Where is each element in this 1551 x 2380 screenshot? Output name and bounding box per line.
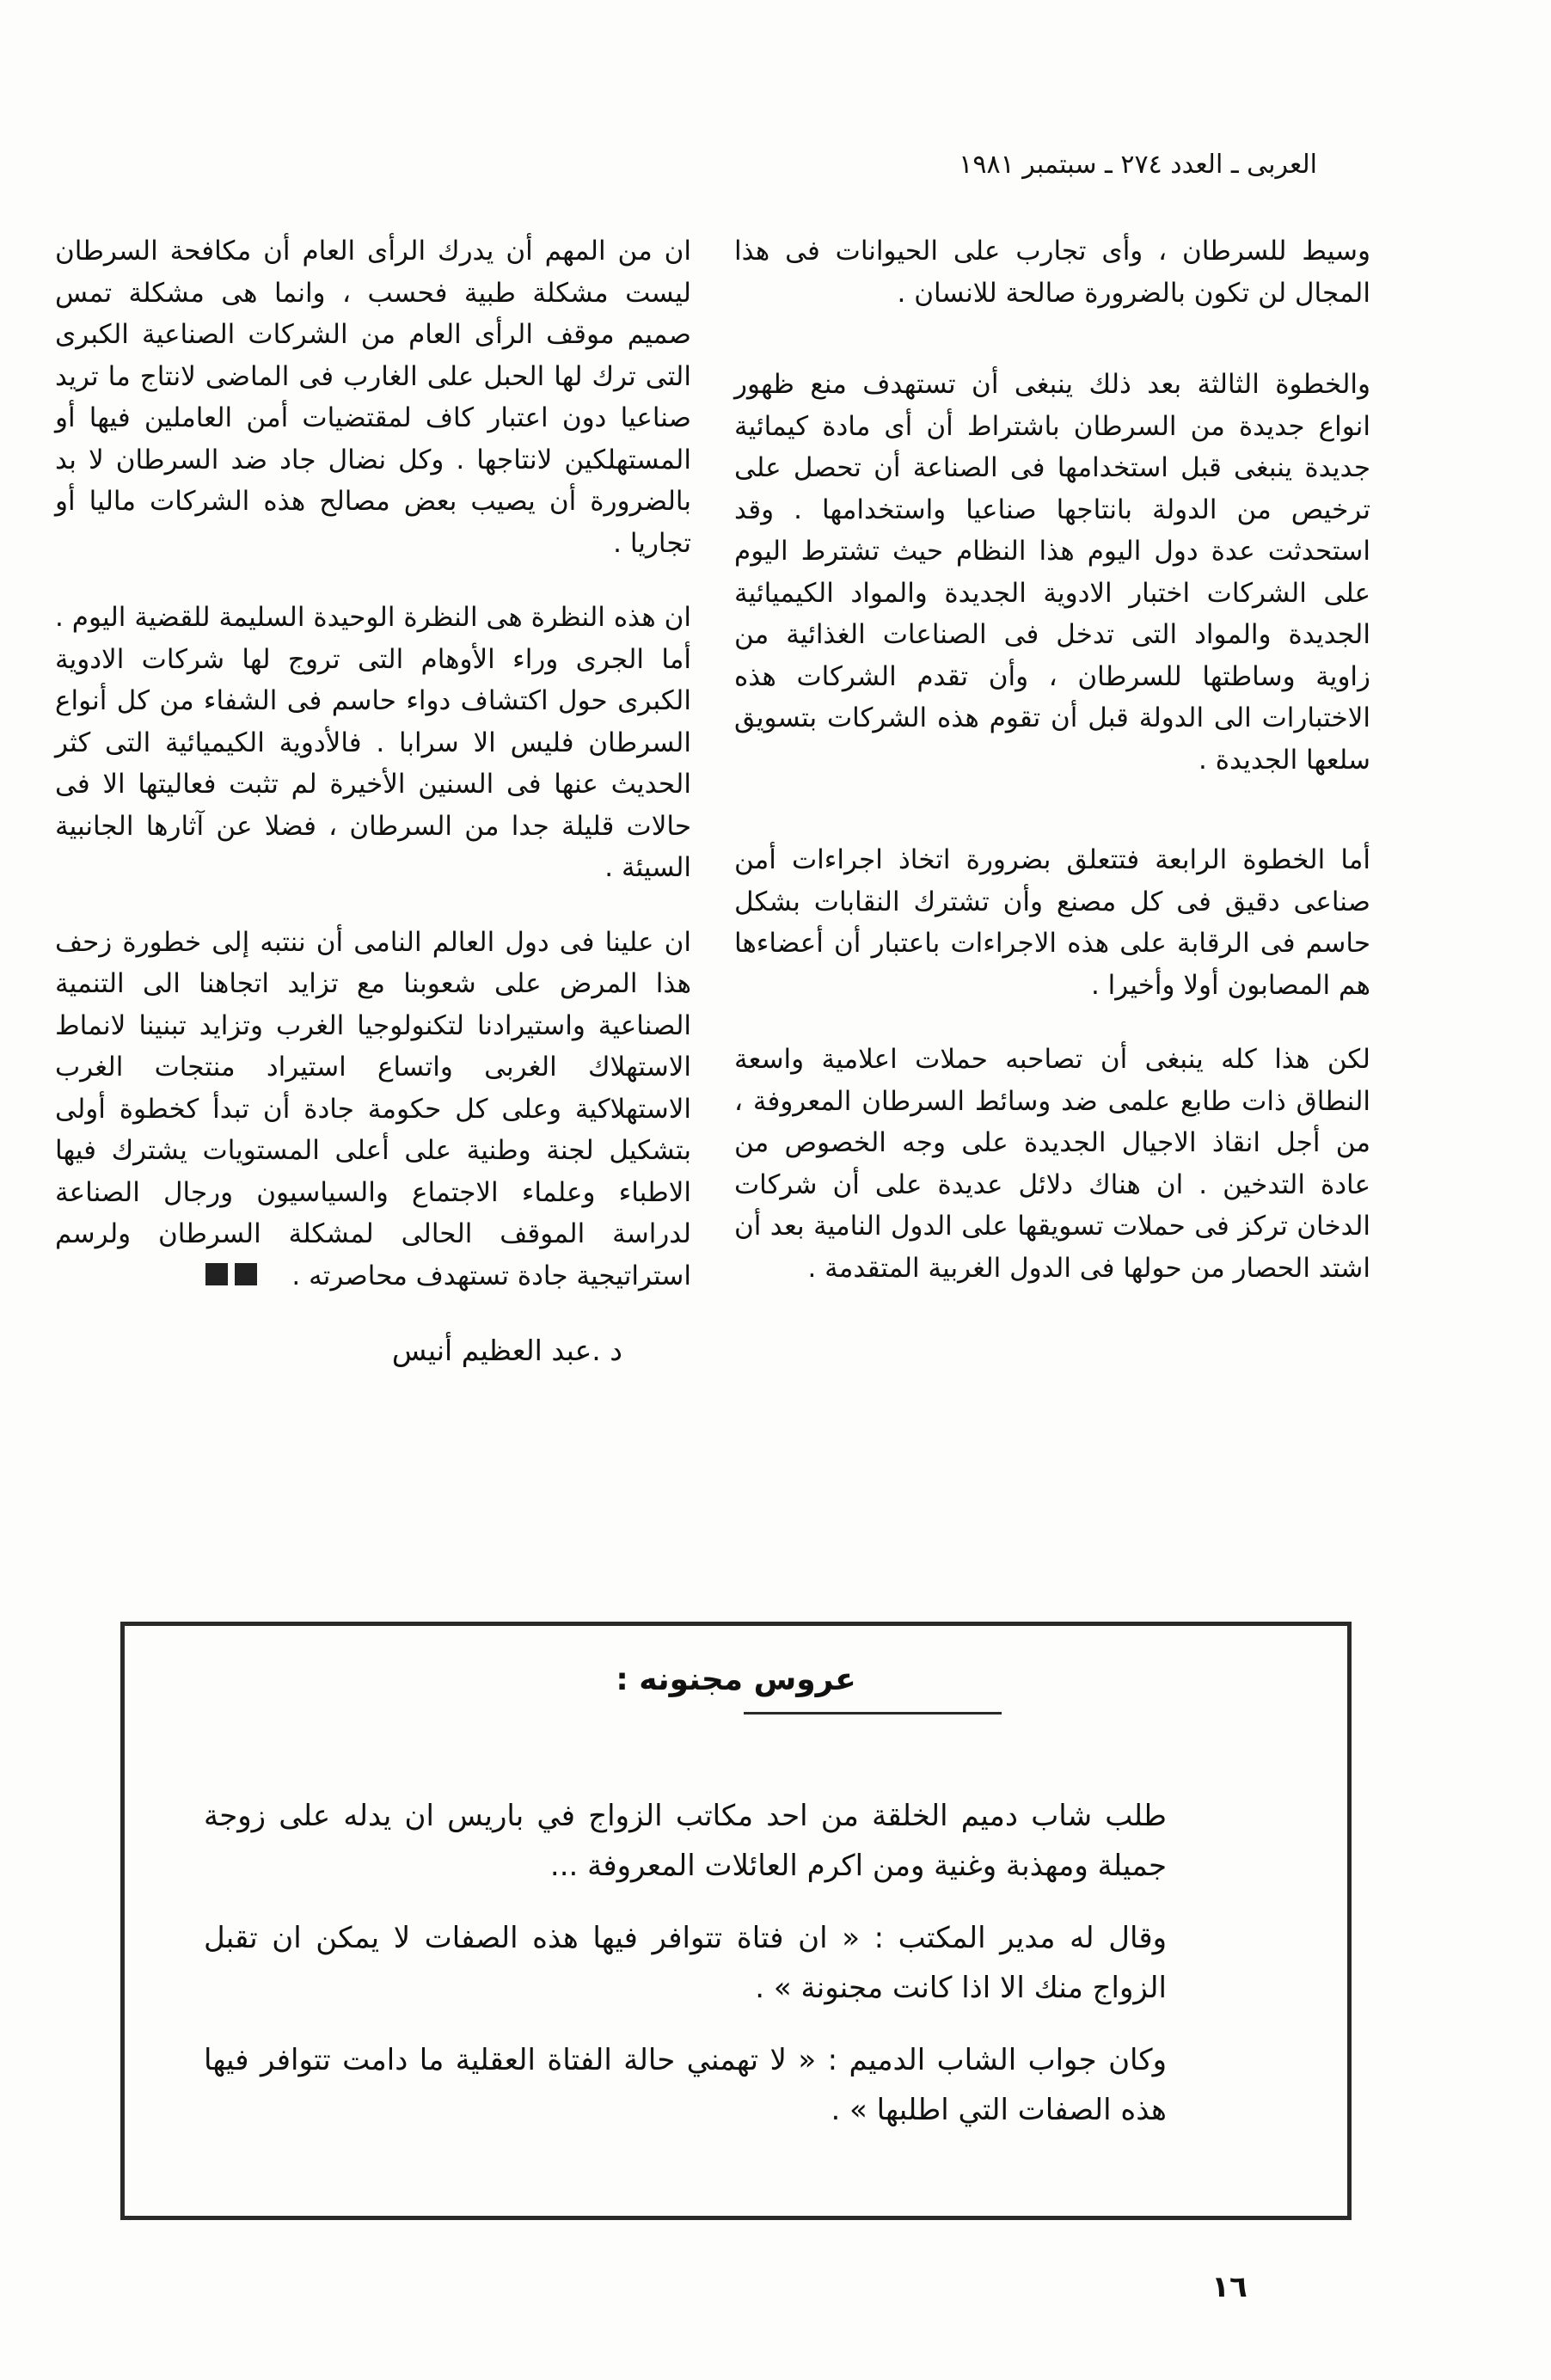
page-number: ١٦: [1211, 2270, 1248, 2304]
article-left-column: [55, 230, 691, 1372]
article-right-column: [734, 230, 1370, 1322]
running-header: العربى ـ العدد ٢٧٤ ـ سبتمبر ١٩٨١: [959, 150, 1317, 180]
article-author: د .عبد العظيم أنيس: [391, 1334, 622, 1368]
anecdote-paragraph: وقال له مدير المكتب : « ان فتاة تتوافر فيها هذه الصفات لا يمكن ان تقبل الزواج منك الا اذا كانت مجنونة » .: [204, 1921, 1167, 2005]
anecdote-box: [120, 1622, 1352, 2220]
article-paragraph: أما الخطوة الرابعة فتتعلق بضرورة اتخاذ اجراءات أمن صناعى دقيق فى كل مصنع وأن تشترك النقابات بشكل حاسم فى الرقابة على هذه الاجراءات باعتبار أن أعضاءها هم المصابون أولا وأخيرا .: [734, 844, 1370, 1001]
article-paragraph: وسيط للسرطان ، وأى تجارب على الحيوانات فى هذا المجال لن تكون بالضرورة صالحة للانسان .: [734, 236, 1370, 309]
anecdote-body: [204, 1791, 1167, 2157]
anecdote-title: عروس مجنونه :: [616, 1662, 856, 1697]
article-paragraph: والخطوة الثالثة بعد ذلك ينبغى أن تستهدف منع ظهور انواع جديدة من السرطان باشتراط أن أى مادة كيمائية جديدة ينبغى قبل استخدامها فى الصناعة أن تحصل على ترخيص من الدولة بانتاجها صناعيا واستخدامها . وقد استحدثت عدة دول اليوم هذا النظام حيث تشترط اليوم على الشركات اختبار الادوية الجديدة والمواد الكيميائية الجديدة والمواد التى تدخل فى الصناعات الغذائية من زاوية وساطتها للسرطان ، وأن تقدم الشركات هذه الاختبارات الى الدولة قبل أن تقوم هذه الشركات بتسويق سلعها الجديدة .: [734, 369, 1370, 776]
anecdote-paragraph: وكان جواب الشاب الدميم : « لا تهمني حالة الفتاة العقلية ما دامت تتوافر فيها هذه الصفات التي اطلبها » .: [204, 2043, 1167, 2127]
article-paragraph: ان من المهم أن يدرك الرأى العام أن مكافحة السرطان ليست مشكلة طبية فحسب ، وانما هى مشكلة تمس صميم موقف الرأى العام من الشركات الصناعية الكبرى التى ترك لها الحبل على الغارب فى الماضى لانتاج ما تريد صناعيا دون اعتبار كاف لمقتضيات أمن العاملين فيها أو المستهلكين لانتاجها . وكل نضال جاد ضد السرطان لا بد بالضرورة أن يصيب بعض مصالح هذه الشركات ماليا أو تجاريا .: [55, 236, 691, 559]
end-square: [235, 1263, 257, 1285]
article-paragraph-text: ان علينا فى دول العالم النامى أن ننتبه إلى خطورة زحف هذا المرض على شعوبنا مع تزايد اتجاهنا الى التنمية الصناعية واستيرادنا لتكنولوجيا الغرب وتزايد تبنينا لانماط الاستهلاك الغربى واتساع استيراد منتجات الغرب الاستهلاكية وعلى كل حكومة جادة أن تبدأ كخطوة أولى بتشكيل لجنة وطنية على أعلى المستويات يشترك فيها الاطباء وعلماء الاجتماع والسياسيون ورجال الصناعة لدراسة الموقف الحالى لمشكلة السرطان ولرسم استراتيجية جادة تستهدف محاصرته .: [55, 926, 691, 1291]
title-underline: [744, 1712, 1002, 1714]
end-square: [205, 1263, 228, 1285]
article-paragraph: لكن هذا كله ينبغى أن تصاحبه حملات اعلامية واسعة النطاق ذات طابع علمى ضد وسائط السرطان المعروفة ، من أجل انقاذ الاجيال الجديدة على وجه الخصوص من عادة التدخين . ان هناك دلائل عديدة على أن شركات الدخان تركز فى حملات تسويقها على الدول النامية بعد أن اشتد الحصار من حولها فى الدول الغربية المتقدمة .: [734, 1044, 1370, 1284]
article-paragraph: ان هذه النظرة هى النظرة الوحيدة السليمة للقضية اليوم . أما الجرى وراء الأوهام التى تروج لها شركات الادوية الكبرى حول اكتشاف دواء حاسم فى الشفاء من كل أنواع السرطان فليس الا سرابا . فالأدوية الكيميائية التى كثر الحديث عنها فى السنين الأخيرة لم تثبت فعاليتها الا فى حالات قليلة جدا من السرطان ، فضلا عن آثارها الجانبية السيئة .: [55, 602, 691, 883]
anecdote-paragraph: طلب شاب دميم الخلقة من احد مكاتب الزواج في باريس ان يدله على زوجة جميلة ومهذبة وغنية ومن اكرم العائلات المعروفة ...: [204, 1799, 1167, 1883]
end-of-article-mark: [199, 1256, 257, 1298]
article-paragraph-final: [55, 922, 691, 1298]
